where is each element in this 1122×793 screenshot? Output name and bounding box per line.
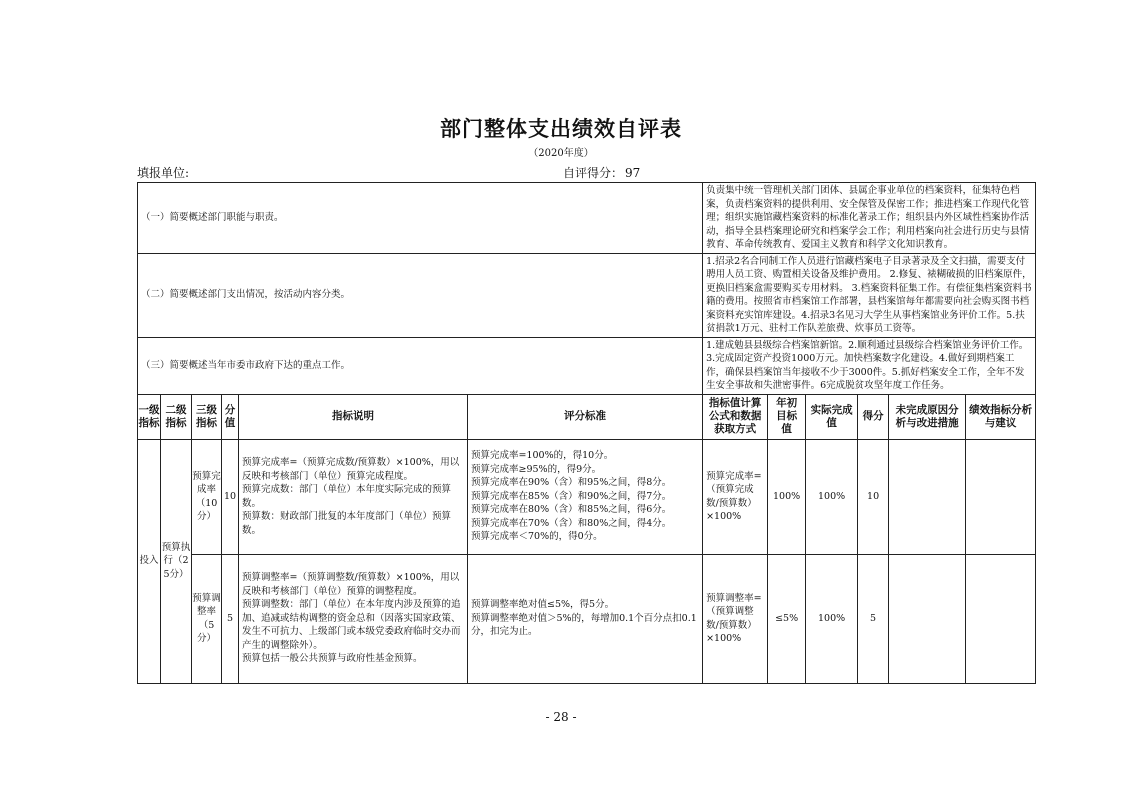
header-actual: 实际完成值 bbox=[806, 394, 858, 439]
page-title: 部门整体支出绩效自评表 bbox=[440, 117, 682, 141]
summary-label-1: （一）简要概述部门职能与职责。 bbox=[138, 183, 703, 254]
fill-unit-label: 填报单位: bbox=[137, 166, 190, 180]
header-desc: 指标说明 bbox=[239, 394, 468, 439]
target-cell: 100% bbox=[768, 439, 806, 554]
summary-content-1: 负责集中统一管理机关部门团体、县属企事业单位的档案资料，征集特色档案，负责档案资料的提供利用、安全保管及保密工作；推进档案工作现代化管理；组织实施馆藏档案资料的标准化著录工作；组织县内外区域性档案协作活动，指导全县档案理论研究和档案学会工作；利用档案向社会进行历史与县情教育、革命传统教育、爱国主义教育和科学文化知识教育。 bbox=[703, 183, 1036, 254]
reason-cell bbox=[889, 554, 966, 683]
self-score-value: 97 bbox=[625, 166, 641, 180]
summary-label-2: （二）简要概述部门支出情况，按活动内容分类。 bbox=[138, 253, 703, 337]
header-level3: 三级指标 bbox=[192, 394, 222, 439]
header-level1: 一级指标 bbox=[138, 394, 161, 439]
analysis-cell bbox=[966, 439, 1036, 554]
formula-cell: 预算完成率=（预算完成数/预算数）×100% bbox=[703, 439, 768, 554]
level3-cell: 预算调整率（5分） bbox=[192, 554, 222, 683]
criteria-cell: 预算调整率绝对值≤5%，得5分。 预算调整率绝对值＞5%的，每增加0.1个百分点扣0.1分，扣完为止。 bbox=[468, 554, 703, 683]
self-score-label: 自评得分： bbox=[563, 166, 624, 180]
score-cell: 5 bbox=[858, 554, 889, 683]
header-row bbox=[138, 394, 1036, 439]
weight-cell: 10 bbox=[222, 439, 239, 554]
indicator-row-2 bbox=[138, 554, 1036, 683]
target-cell: ≤5% bbox=[768, 554, 806, 683]
reason-cell bbox=[889, 439, 966, 554]
score-cell: 10 bbox=[858, 439, 889, 554]
formula-cell: 预算调整率=（预算调整数/预算数）×100% bbox=[703, 554, 768, 683]
header-target: 年初目标值 bbox=[768, 394, 806, 439]
level1-cell: 投入 bbox=[138, 439, 161, 683]
desc-cell: 预算调整率=（预算调整数/预算数）×100%，用以反映和考核部门（单位）预算的调整程度。 预算调整数：部门（单位）在本年度内涉及预算的追加、追减或结构调整的资金总和（因落实国家政策、发生不可抗力、上级部门或本级党委政府临时交办而产生的调整除外）。 预算包括一般公共预算与政府性基金预算。 bbox=[239, 554, 468, 683]
self-score bbox=[561, 164, 640, 181]
level3-cell: 预算完成率（10分） bbox=[192, 439, 222, 554]
header-analysis: 绩效指标分析与建议 bbox=[966, 394, 1036, 439]
summary-row-1 bbox=[138, 183, 1036, 254]
actual-cell: 100% bbox=[806, 439, 858, 554]
performance-table bbox=[137, 182, 1036, 684]
summary-row-3 bbox=[138, 337, 1036, 394]
desc-cell: 预算完成率=（预算完成数/预算数）×100%，用以反映和考核部门（单位）预算完成程度。 预算完成数：部门（单位）本年度实际完成的预算数。 预算数：财政部门批复的本年度部门（单位）预算数。 bbox=[239, 439, 468, 554]
analysis-cell bbox=[966, 554, 1036, 683]
header-score: 得分 bbox=[858, 394, 889, 439]
criteria-cell: 预算完成率=100%的，得10分。 预算完成率≥95%的，得9分。 预算完成率在90%（含）和95%之间，得8分。 预算完成率在85%（含）和90%之间，得7分。 预算完成率在80%（含）和85%之间，得6分。 预算完成率在70%（含）和80%之间，得4分。 预算完成率＜70%的，得0分。 bbox=[468, 439, 703, 554]
summary-content-3: 1.建成勉县县级综合档案馆新馆。2.顺利通过县级综合档案馆业务评价工作。3.完成固定资产投资1000万元。加快档案数字化建设。4.做好到期档案工作，确保县档案馆当年接收不少于3000件。5.抓好档案安全工作，全年不发生安全事故和失泄密事件。6完成脱贫攻坚年度工作任务。 bbox=[703, 337, 1036, 394]
indicator-row-1 bbox=[138, 439, 1036, 554]
summary-row-2 bbox=[138, 253, 1036, 337]
header-criteria: 评分标准 bbox=[468, 394, 703, 439]
year-subtitle: （2020年度） bbox=[528, 148, 594, 159]
level2-cell: 预算执行（25分） bbox=[161, 439, 192, 683]
summary-content-2: 1.招录2名合同制工作人员进行馆藏档案电子目录著录及全文扫描，需要支付聘用人员工资、购置相关设备及维护费用。 2.修复、裱糊破损的旧档案原件，更换旧档案盒需要购买专用材料。 3.档案资料征集工作。有偿征集档案资料书籍的费用。按照省市档案馆工作部署，县档案馆每年都需要向社会购买图书档案资料充实馆库建设。4.招录3名见习大学生从事档案馆业务评价工作。5.扶贫捐款1万元、驻村工作队差旅费、炊事员工资等。 bbox=[703, 253, 1036, 337]
header-weight: 分值 bbox=[222, 394, 239, 439]
page-number: - 28 - bbox=[545, 710, 577, 724]
header-reason: 未完成原因分析与改进措施 bbox=[889, 394, 966, 439]
header-formula: 指标值计算公式和数据获取方式 bbox=[703, 394, 768, 439]
weight-cell: 5 bbox=[222, 554, 239, 683]
actual-cell: 100% bbox=[806, 554, 858, 683]
header-level2: 二级指标 bbox=[161, 394, 192, 439]
summary-label-3: （三）简要概述当年市委市政府下达的重点工作。 bbox=[138, 337, 703, 394]
